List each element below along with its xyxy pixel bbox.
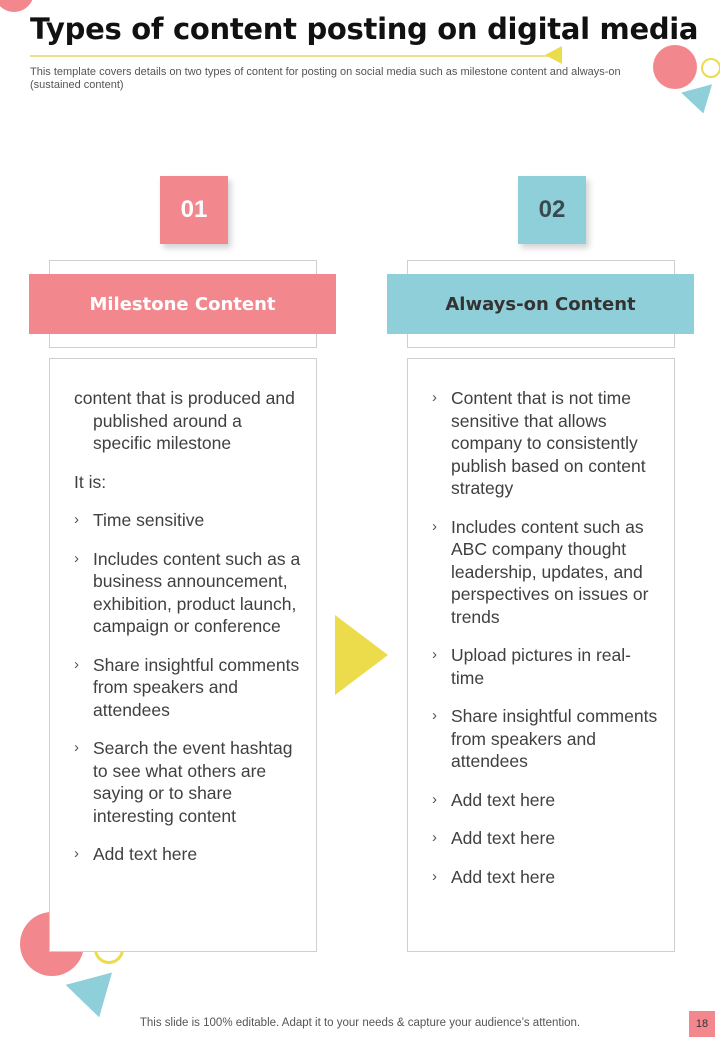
footer-note: This slide is 100% editable. Adapt it to your needs & capture your audience’s attention. bbox=[139, 1017, 581, 1029]
decor-ring-top-right bbox=[701, 58, 720, 78]
panel-intro: content that is produced and published around a specific milestone bbox=[74, 388, 295, 453]
column-heading-milestone: Milestone Content bbox=[29, 274, 336, 334]
list-item: › Includes content such as ABC company thought leadership, updates, and perspectives on issues or trends bbox=[432, 516, 649, 627]
content-panel-milestone bbox=[49, 358, 317, 952]
list-item: › Add text here bbox=[74, 844, 198, 864]
chevron-right-icon: › bbox=[432, 707, 437, 724]
chevron-right-icon: › bbox=[432, 867, 437, 885]
panel-content bbox=[74, 387, 304, 882]
list-item: › Search the event hashtag to see what others are saying or to share interesting content bbox=[74, 738, 293, 826]
list-item: › Includes content such as a business announcement, exhibition, product launch, campaign or conference bbox=[74, 548, 301, 636]
list-item: › Share insightful comments from speakers and attendees bbox=[432, 706, 658, 771]
chevron-right-icon: › bbox=[74, 845, 79, 862]
panel-lead: It is: bbox=[74, 471, 107, 492]
chevron-right-icon: › bbox=[432, 829, 437, 846]
chevron-right-icon: › bbox=[432, 646, 437, 663]
column-heading-always-on: Always-on Content bbox=[387, 274, 694, 334]
list-item: › Time sensitive bbox=[74, 510, 205, 530]
column-number-02: 02 bbox=[518, 176, 586, 244]
column-number-01: 01 bbox=[160, 176, 228, 244]
chevron-right-icon: › bbox=[74, 655, 79, 673]
list-item: › Share insightful comments from speakers and attendees bbox=[74, 654, 300, 720]
list-item: › Add text here bbox=[432, 828, 556, 848]
list-item: › Add text here bbox=[432, 866, 556, 887]
panel-content bbox=[432, 387, 662, 904]
title-triangle-icon bbox=[545, 46, 562, 64]
list-item: › Add text here bbox=[432, 789, 556, 810]
chevron-right-icon: › bbox=[432, 517, 437, 535]
chevron-right-icon: › bbox=[432, 790, 437, 808]
play-triangle-icon bbox=[335, 615, 388, 695]
chevron-right-icon: › bbox=[74, 739, 79, 756]
page-title: Types of content posting on digital media bbox=[30, 12, 699, 46]
page-number: 18 bbox=[689, 1011, 715, 1037]
content-panel-always-on bbox=[407, 358, 675, 952]
chevron-right-icon: › bbox=[74, 511, 79, 528]
decor-circle-top-right bbox=[653, 45, 697, 89]
chevron-right-icon: › bbox=[74, 549, 79, 567]
list-item: › Content that is not time sensitive that allows company to consistently publish based on content strategy bbox=[432, 388, 646, 498]
decor-circle-top-left bbox=[0, 0, 34, 12]
list-item: › Upload pictures in real-time bbox=[432, 645, 631, 688]
chevron-right-icon: › bbox=[432, 389, 437, 406]
title-underline bbox=[30, 55, 550, 57]
decor-triangle-bottom-left bbox=[66, 972, 123, 1023]
page-subtitle: This template covers details on two types of content for posting on social media such as milestone content and always-on (sustained content) bbox=[30, 66, 621, 91]
decor-triangle-top-right bbox=[681, 84, 719, 117]
